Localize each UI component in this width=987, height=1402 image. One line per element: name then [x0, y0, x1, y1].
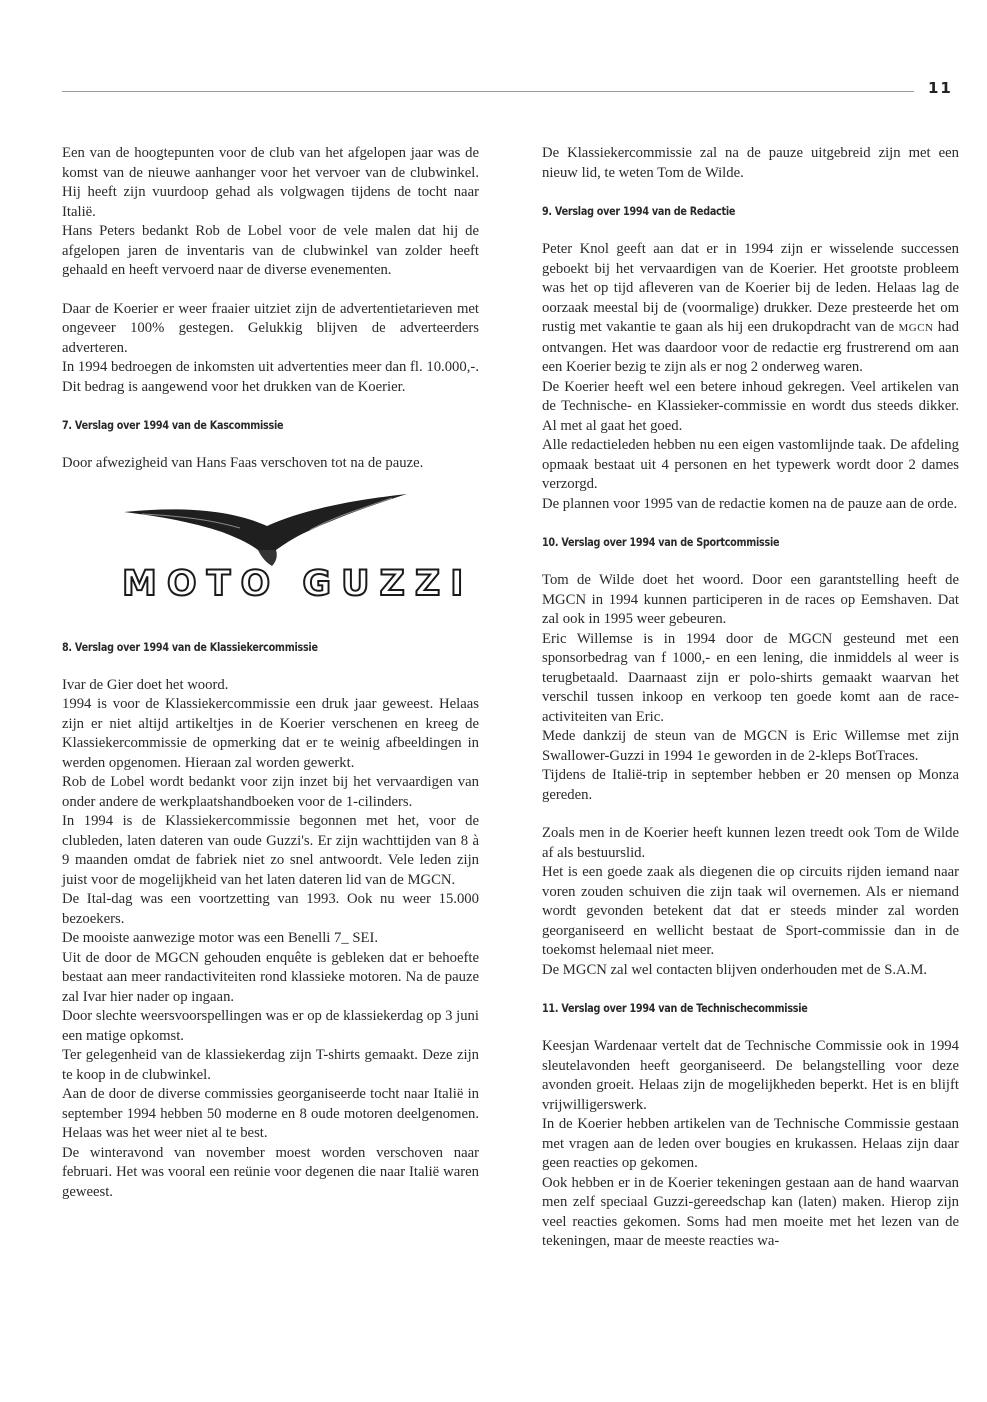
- paragraph: In 1994 is de Klassiekercommissie begonnen met het, voor de clubleden, laten dateren van oude Guzzi's. Er zijn wachttijden van 8 à 9 maanden omdat de fabriek niet zo snel antwoordt. Vele leden zijn juist voor de mogelijkheid van het laten dateren lid van de MGCN.: [62, 813, 479, 888]
- paragraph: De Klassiekercommissie zal na de pauze uitgebreid zijn met een nieuw lid, te weten Tom de Wilde.: [542, 145, 959, 181]
- paragraph: Ter gelegenheid van de klassiekerdag zijn T-shirts gemaakt. Deze zijn te koop in de clubwinkel.: [62, 1047, 479, 1083]
- paragraph: Alle redactieleden hebben nu een eigen vastomlijnde taak. De afdeling opmaak bestaat uit 4 personen en het typewerk wordt door 2 dames verzorgd.: [542, 437, 959, 492]
- paragraph: Uit de door de MGCN gehouden enquête is gebleken dat er behoefte bestaat aan meer randactiviteiten rond klassieke motoren. Na de pauze zal Ivar hier nader op ingaan.: [62, 949, 479, 1005]
- eagle-icon: [62, 488, 479, 568]
- section-heading-7: 7. Verslag over 1994 van de Kascommissie: [62, 419, 284, 432]
- header-rule: [62, 91, 914, 92]
- section-heading-10: 10. Verslag over 1994 van de Sportcommissie: [542, 536, 780, 549]
- moto-guzzi-logo: [62, 488, 479, 626]
- paragraph: Ook hebben er in de Koerier tekeningen gestaan aan de hand waarvan men zelf speciaal Guzzi-gereedschap kan (laten) maken. Hierop zijn veel reacties gekomen. Soms had men moeite met het lezen van de tekeningen, maar de meeste reacties wa-: [542, 1174, 959, 1249]
- paragraph: De plannen voor 1995 van de redactie komen na de pauze aan de orde.: [542, 495, 958, 512]
- section-heading-8: 8. Verslag over 1994 van de Klassiekercommissie: [62, 640, 318, 654]
- section-heading-11: 11. Verslag over 1994 van de Technischecommissie: [542, 1002, 808, 1015]
- paragraph: Mede dankzij de steun van de MGCN is Eric Willemse met zijn Swallower-Guzzi in 1994 1e geworden in de 2-kleps BotTraces.: [542, 728, 959, 764]
- paragraph: Een van de hoogtepunten voor de club van het afgelopen jaar was de komst van de nieuwe aanhanger voor het vervoer van de clubwinkel. Hij heeft zijn vuurdoop gehad als volgwagen tijdens de tocht naar Italië.: [62, 145, 479, 220]
- paragraph: Zoals men in de Koerier heeft kunnen lezen treedt ook Tom de Wilde af als bestuurslid.: [542, 825, 959, 861]
- paragraph: Tijdens de Italië-trip in september hebben er 20 mensen op Monza gereden.: [542, 767, 959, 803]
- paragraph: De winteravond van november moest worden verschoven naar februari. Het was vooral een reünie voor degenen die naar Italië waren geweest.: [62, 1144, 479, 1200]
- paragraph: Aan de door de diverse commissies georganiseerde tocht naar Italië in september 1994 hebben 50 moderne en 8 oude motoren deelgenomen. Helaas was het weer niet al te best.: [62, 1086, 479, 1141]
- paragraph: Door slechte weersvoorspellingen was er op de klassiekerdag op 3 juni een matige opkomst.: [62, 1008, 479, 1044]
- paragraph: Het is een goede zaak als diegenen die op circuits rijden iemand naar voren zouden schuiven die zijn taak wil overnemen. Als er niemand wordt gevonden betekent dat dat er steeds minder zal worden georganiseerd en wellicht bestaat de Sport-commissie dan in de toekomst helemaal niet meer.: [542, 864, 959, 958]
- paragraph: De MGCN zal wel contacten blijven onderhouden met de S.A.M.: [542, 961, 928, 978]
- page-number: 11: [928, 79, 953, 97]
- small-caps-text: MGCN: [898, 322, 934, 334]
- paragraph: Keesjan Wardenaar vertelt dat de Technische Commissie ook in 1994 sleutelavonden heeft georganiseerd. De belangstelling voor deze avonden groeit. Helaas zijn de mogelijkheden beperkt. Het is en blijft vrijwilligerswerk.: [542, 1038, 959, 1113]
- right-column: [542, 144, 959, 1252]
- paragraph: Tom de Wilde doet het woord. Door een garantstelling heeft de MGCN in 1994 kunnen participeren in de races op Eemshaven. Dat zal ook in 1995 weer gebeuren.: [542, 572, 959, 627]
- paragraph: 1994 is voor de Klassiekercommissie een druk jaar geweest. Helaas zijn er niet altijd artikeltjes in de Koerier verschenen en kreeg de Klassiekercommissie de opmerking dat er te weinig afbeeldingen in werden opgenomen. Hieraan zal worden gewerkt.: [62, 696, 479, 771]
- paragraph: Peter Knol geeft aan dat er in 1994 zijn er wisselende successen geboekt bij het vervaardigen van de Koerier. Het grootste probleem was het op tijd afleveren van de Koerier bij de leden. Helaas lag de oorzaak meestal bij de (voormalige) drukker. Deze presteerde het om rustig met vakantie te gaan als hij een drukopdracht van de MGCN had ontvangen. Het was daardoor voor de redactie erg frustrerend om aan een Koerier bezig te zijn als er nog 2 onderweg waren.: [542, 241, 959, 375]
- paragraph: Hans Peters bedankt Rob de Lobel voor de vele malen dat hij de afgelopen jaren de inventaris van de clubwinkel van zolder heeft gehaald en heeft vervoerd naar de diverse evenementen.: [62, 223, 479, 278]
- left-column: [62, 144, 479, 1202]
- paragraph: De mooiste aanwezige motor was een Benelli 7_ SEI.: [62, 930, 379, 946]
- logo-text: MOTO GUZZI: [122, 563, 474, 604]
- section-heading-9: 9. Verslag over 1994 van de Redactie: [542, 205, 736, 218]
- paragraph: De Ital-dag was een voortzetting van 1993. Ook nu weer 15.000 bezoekers.: [62, 891, 479, 927]
- paragraph: Eric Willemse is in 1994 door de MGCN gesteund met een sponsorbedrag van f 1000,- en een lening, die inmiddels al weer is terugbetaald. Daarnaast zijn er polo-shirts gemaakt waarvan het verschil tussen inkoop en verkoop ten goede komt aan de race-activiteiten van Eric.: [542, 630, 959, 725]
- paragraph: Daar de Koerier er weer fraaier uitziet zijn de advertentietarieven met ongeveer 100% gestegen. Gelukkig blijven de adverteerders adverteren.: [62, 300, 479, 356]
- paragraph: Door afwezigheid van Hans Faas verschoven tot na de pauze.: [62, 455, 424, 471]
- paragraph: Ivar de Gier doet het woord.: [62, 676, 229, 693]
- paragraph: De Koerier heeft wel een betere inhoud gekregen. Veel artikelen van de Technische- en Klassieker-commissie en wordt dus steeds dikker. Al met al gaat het goed.: [542, 378, 959, 434]
- paragraph: In 1994 bedroegen de inkomsten uit advertenties meer dan fl. 10.000,-. Dit bedrag is aangewend voor het drukken van de Koerier.: [62, 359, 479, 395]
- paragraph: Rob de Lobel wordt bedankt voor zijn inzet bij het vervaardigen van onder andere de werkplaatshandboeken voor de 1-cilinders.: [62, 774, 479, 810]
- paragraph: In de Koerier hebben artikelen van de Technische Commissie gestaan met vragen aan de leden over bougies en krukassen. Helaas zijn daar geen reacties op gekomen.: [542, 1116, 959, 1171]
